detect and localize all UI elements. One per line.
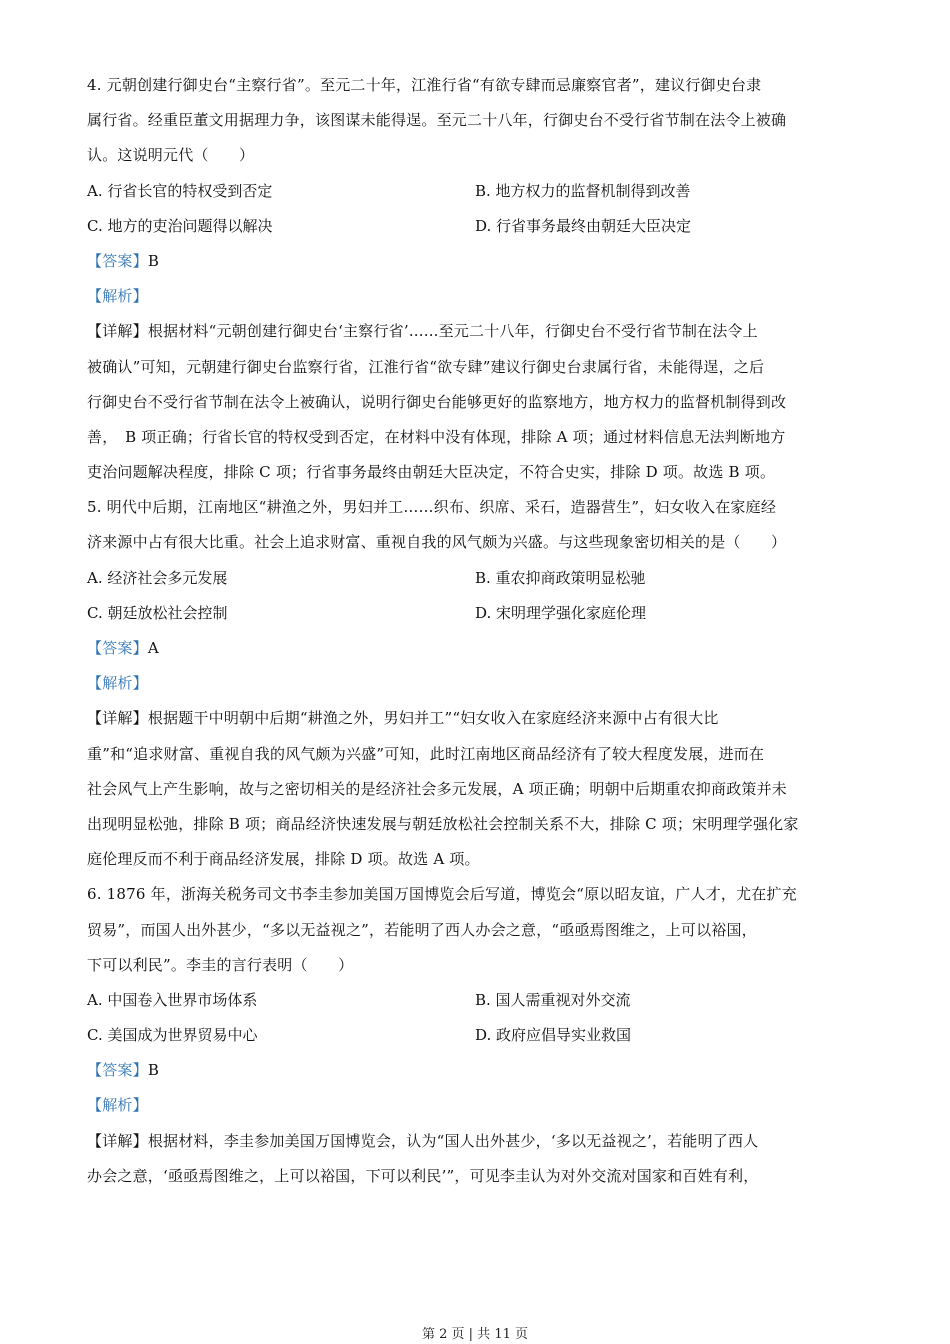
detail-label: 【详解】 [87,1131,148,1150]
option-d: D. 政府应倡导实业救国 [475,1026,632,1045]
answer-label: 【答案】 [87,639,148,657]
detail-line: 重”和“追求财富、重视自我的风气颇为兴盛”可知，此时江南地区商品经济有了较大程度发展，进而在 [87,744,765,763]
question-stem-line: 下可以利民”。李圭的言行表明（ ） [87,955,354,974]
options-row [87,596,863,631]
analysis-line [87,666,863,701]
page-footer: 第 2 页 | 共 11 页 [422,1327,528,1342]
detail-text: 根据材料，李圭参加美国万国博览会，认为“国人出外甚少，‘多以无益视之’，若能明了西人 [147,1131,759,1150]
option-b: B. 地方权力的监督机制得到改善 [475,181,691,200]
question-stem-line: 4. 元朝创建行御史台“主察行省”。至元二十年，江淮行省“有欲专肆而忌廉察官者”，建议行御史台隶 [87,76,762,94]
question-stem-line: 济来源中占有很大比重。社会上追求财富、重视自我的风气颇为兴盛。与这些现象密切相关的是（ ） [87,533,787,552]
options-row [87,561,863,596]
detail-label: 【详解】 [87,322,148,341]
option-d: D. 行省事务最终由朝廷大臣决定 [475,216,692,235]
question-6 [87,877,863,1194]
analysis-label: 【解析】 [87,674,148,693]
option-b: B. 国人需重视对外交流 [475,990,631,1009]
option-c: C. 地方的吏治问题得以解决 [87,216,273,235]
answer-label: 【答案】 [87,1061,148,1080]
question-4 [87,68,863,490]
detail-line: 善， B 项正确；行省长官的特权受到否定，在材料中没有体现，排除 A 项；通过材料信息无法判断地方 [87,427,786,446]
options-row [87,983,863,1018]
detail-line: 吏治问题解决程度，排除 C 项；行省事务最终由朝廷大臣决定，不符合史实，排除 D 项。故选 B 项。 [87,463,776,482]
detail-text: 根据题干中明朝中后期“耕渔之外，男妇并工”“妇女收入在家庭经济来源中占有很大比 [147,709,719,728]
option-a: A. 行省长官的特权受到否定 [87,181,273,200]
options-row [87,174,863,209]
detail-line [87,314,863,349]
analysis-label: 【解析】 [87,1096,148,1115]
answer-value: A [147,639,159,657]
option-b: B. 重农抑商政策明显松驰 [475,568,646,587]
detail-line: 庭伦理反而不利于商品经济发展，排除 D 项。故选 A 项。 [87,850,480,869]
question-5 [87,490,863,877]
answer-value: B [147,1061,160,1080]
question-stem-line: 贸易”，而国人出外甚少，“多以无益视之”，若能明了西人办会之意，“亟亟焉图维之，上可以裕国， [87,920,757,939]
detail-line: 社会风气上产生影响，故与之密切相关的是经济社会多元发展，A 项正确；明朝中后期重农抑商政策并未 [87,779,788,798]
question-stem-line: 认。这说明元代（ ） [87,146,255,165]
answer-label: 【答案】 [87,251,148,270]
answer-value: B [147,251,160,270]
detail-line: 出现明显松弛，排除 B 项；商品经济快速发展与朝廷放松社会控制关系不大，排除 C 项；宋明理学强化家 [87,814,799,833]
detail-text: 根据材料“元朝创建行御史台‘主察行省’......至元二十八年，行御史台不受行省节制在法令上 [147,322,758,341]
option-d: D. 宋明理学强化家庭伦理 [475,603,647,622]
detail-label: 【详解】 [87,709,148,728]
document-page [87,68,863,1194]
answer-line [87,1053,863,1088]
detail-line [87,701,863,736]
option-a: A. 经济社会多元发展 [87,568,228,587]
question-stem-line: 5. 明代中后期，江南地区“耕渔之外，男妇并工……织布、织席、采石，造器营生”，妇女收入在家庭经 [87,498,777,517]
analysis-label: 【解析】 [87,287,148,306]
options-row [87,1018,863,1053]
options-row [87,209,863,244]
answer-line [87,244,863,279]
option-c: C. 美国成为世界贸易中心 [87,1026,258,1045]
answer-line [87,631,863,666]
detail-line: 行御史台不受行省节制在法令上被确认，说明行御史台能够更好的监察地方，地方权力的监督机制得到改 [87,392,787,411]
option-a: A. 中国卷入世界市场体系 [87,990,258,1009]
question-stem-line: 属行省。经重臣董文用据理力争，该图谋未能得逞。至元二十八年，行御史台不受行省节制在法令上被确 [87,111,787,130]
analysis-line [87,1088,863,1123]
detail-line: 办会之意，‘亟亟焉图维之，上可以裕国，下可以利民’”，可见李圭认为对外交流对国家和百姓有利， [87,1166,759,1185]
question-stem-line: 6. 1876 年，浙海关税务司文书李圭参加美国万国博览会后写道，博览会“原以昭友谊，广人才，尤在扩充 [87,885,797,904]
detail-line [87,1124,863,1159]
option-c: C. 朝廷放松社会控制 [87,603,228,622]
analysis-line [87,279,863,314]
detail-line: 被确认”可知，元朝建行御史台监察行省，江淮行省“欲专肆”建议行御史台隶属行省，未能得逞，之后 [87,357,765,376]
